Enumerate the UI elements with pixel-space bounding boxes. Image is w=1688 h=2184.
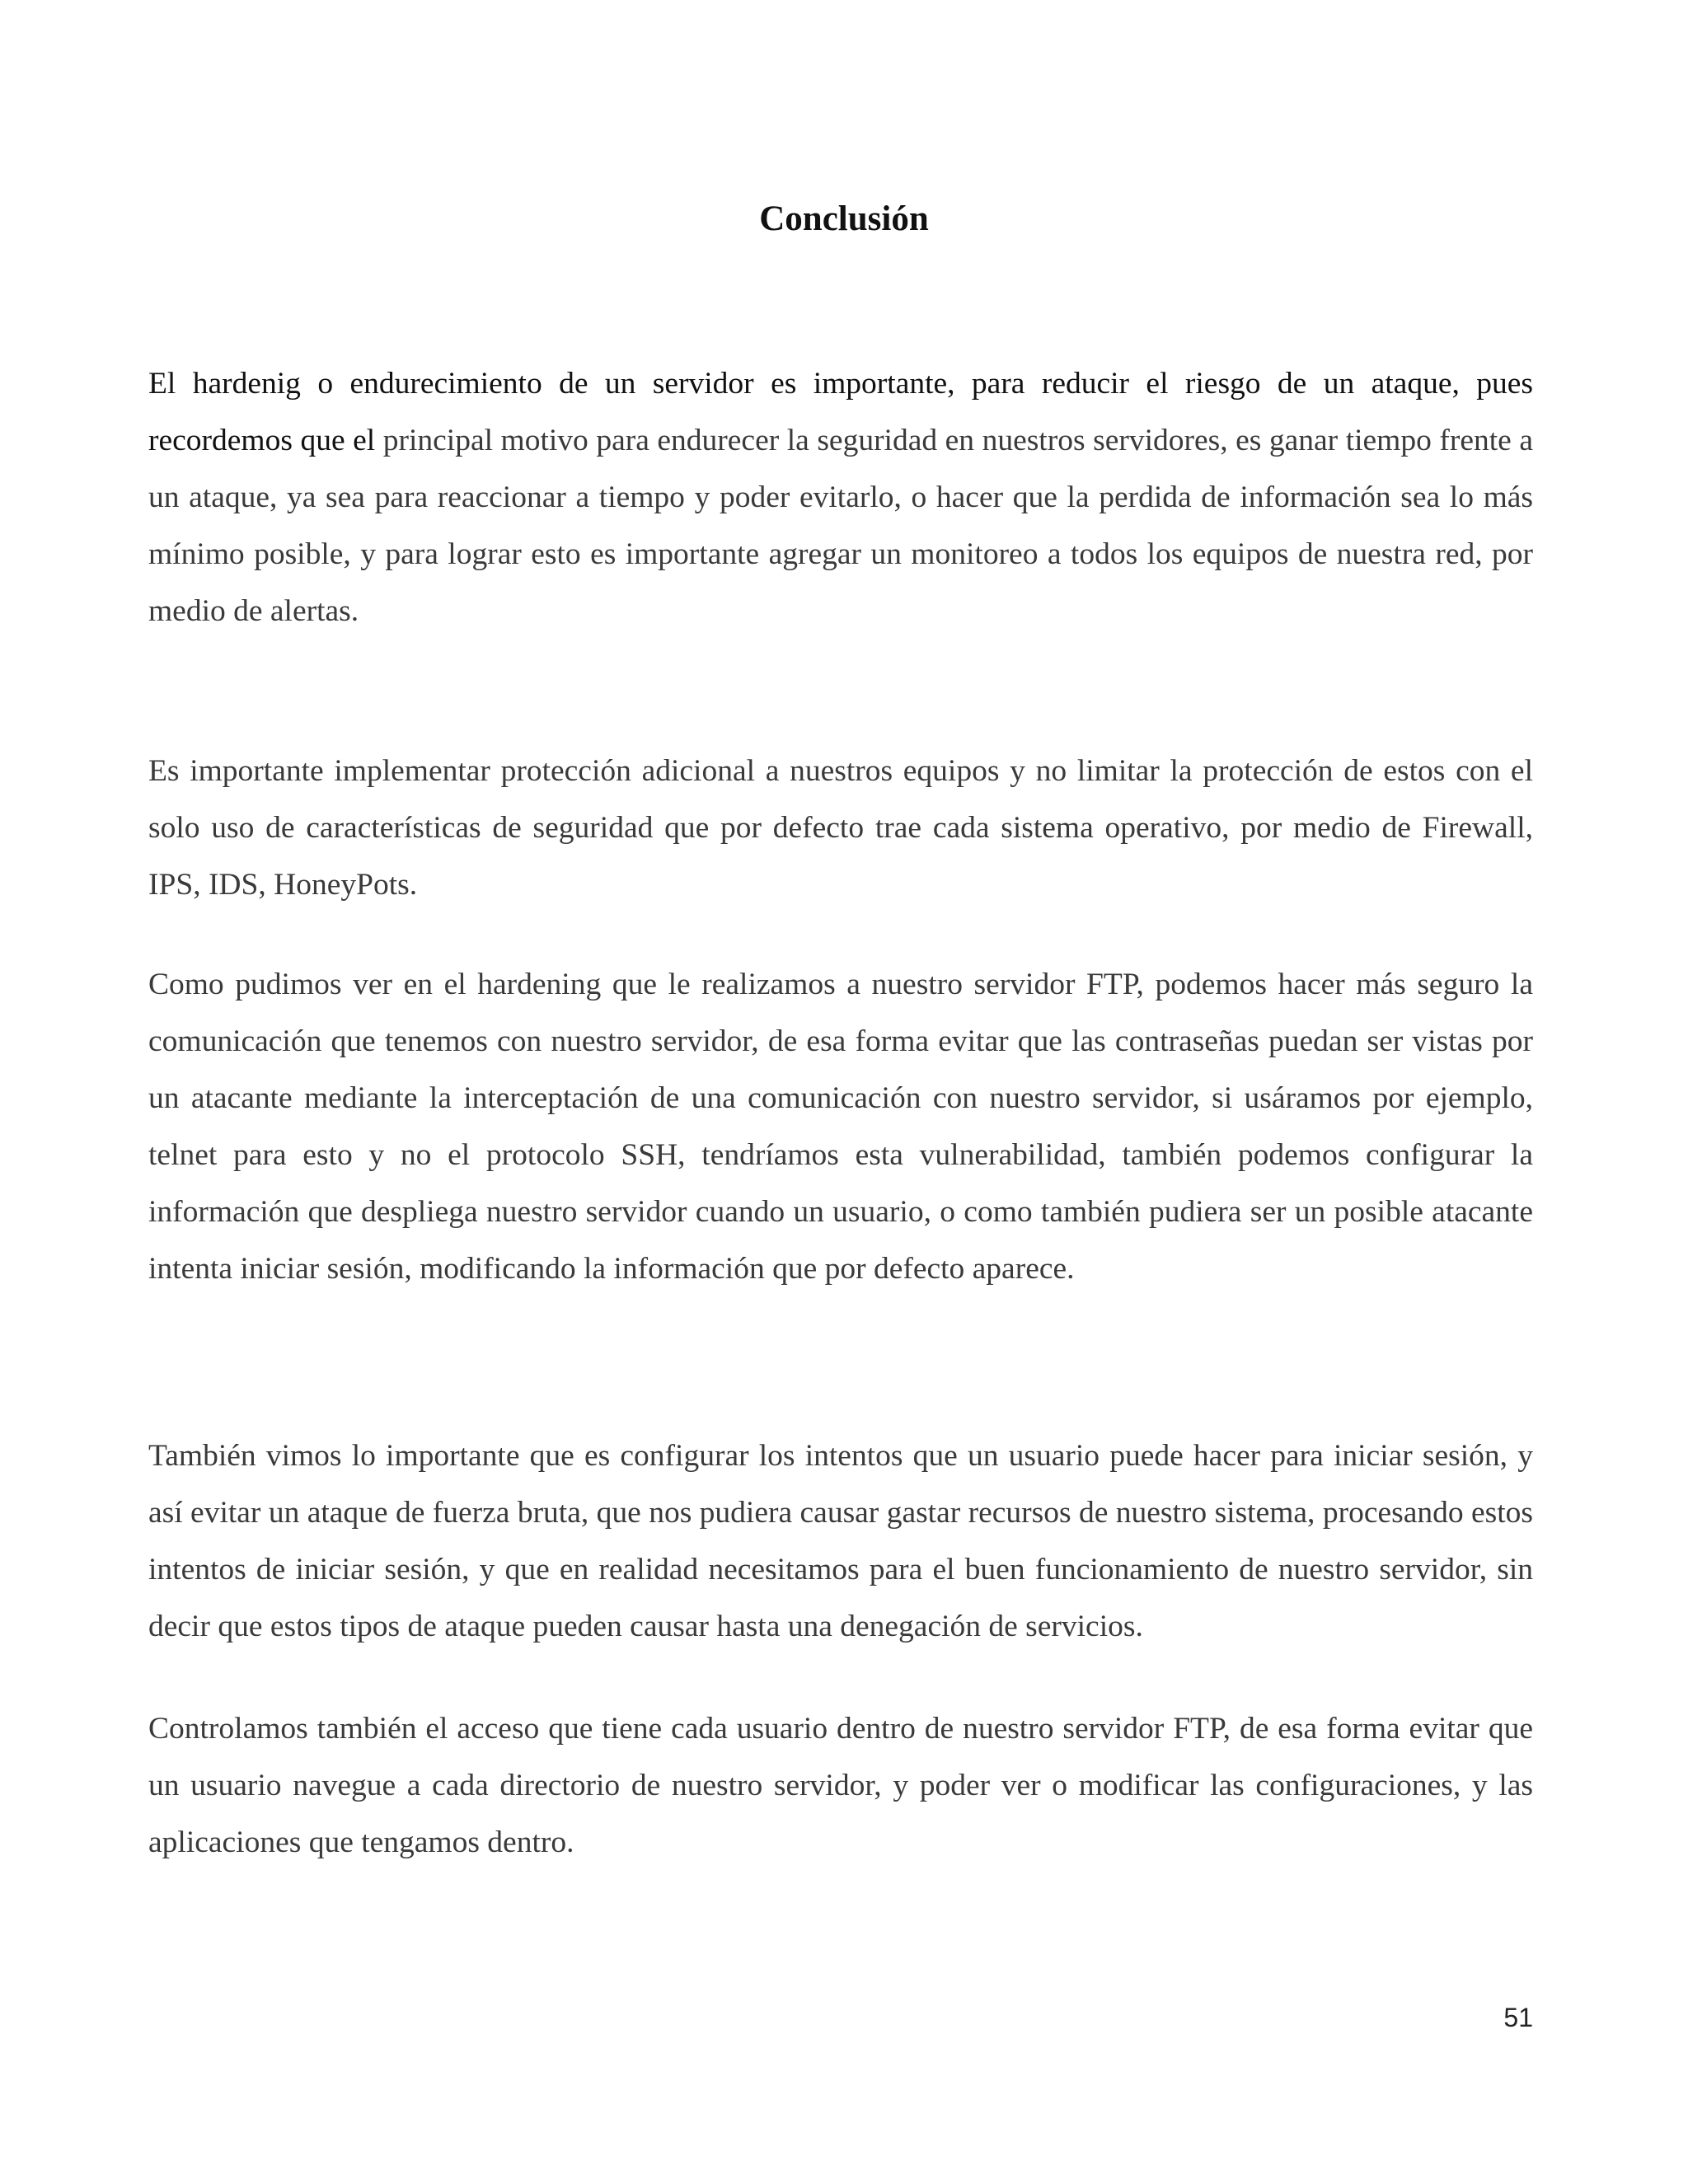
paragraph-3: Como pudimos ver en el hardening que le realizamos a nuestro servidor FTP, podemos hacer más seguro la comunicación que tenemos con nuestro servidor, de esa forma evitar que las contraseñas puedan ser vistas por un atacante mediante la interceptación de una comunicación con nuestro servidor, si usáramos por ejemplo, telnet para esto y no el protocolo SSH, tendríamos esta vulnerabilidad, también podemos configurar la información que despliega nuestro servidor cuando un usuario, o como también pudiera ser un posible atacante intenta iniciar sesión, modificando la información que por defecto aparece. xyxy=(148,968,1533,1286)
paragraph-1-lead: El hardenig o endurecimiento de un servidor es importante, para reducir el riesgo de un ataque, pues recordemos que el xyxy=(148,367,1533,457)
page-number: 51 xyxy=(1503,2003,1533,2032)
paragraph-5: Controlamos también el acceso que tiene cada usuario dentro de nuestro servidor FTP, de esa forma evitar que un usuario navegue a cada directorio de nuestro servidor, y poder ver o modificar las configuraciones, y las aplicaciones que tengamos dentro. xyxy=(148,1712,1533,1859)
paragraph-4: También vimos lo importante que es configurar los intentos que un usuario puede hacer para iniciar sesión, y así evitar un ataque de fuerza bruta, que nos pudiera causar gastar recursos de nuestro sistema, procesando estos intentos de iniciar sesión, y que en realidad necesitamos para el buen funcionamiento de nuestro servidor, sin decir que estos tipos de ataque pueden causar hasta una denegación de servicios. xyxy=(148,1439,1533,1643)
paragraph-2: Es importante implementar protección adicional a nuestros equipos y no limitar la protección de estos con el solo uso de características de seguridad que por defecto trae cada sistema operativo, por medio de Firewall, IPS, IDS, HoneyPots. xyxy=(148,754,1533,902)
page-title: Conclusión xyxy=(759,199,929,238)
paragraph-1-rest: principal motivo para endurecer la seguridad en nuestros servidores, es ganar tiempo frente a un ataque, ya sea para reaccionar a tiempo y poder evitarlo, o hacer que la perdida de información sea lo más mínimo posible, y para lograr esto es importante agregar un monitoreo a todos los equipos de nuestra red, por medio de alertas. xyxy=(148,424,1533,628)
paragraph-1 xyxy=(148,355,1533,640)
